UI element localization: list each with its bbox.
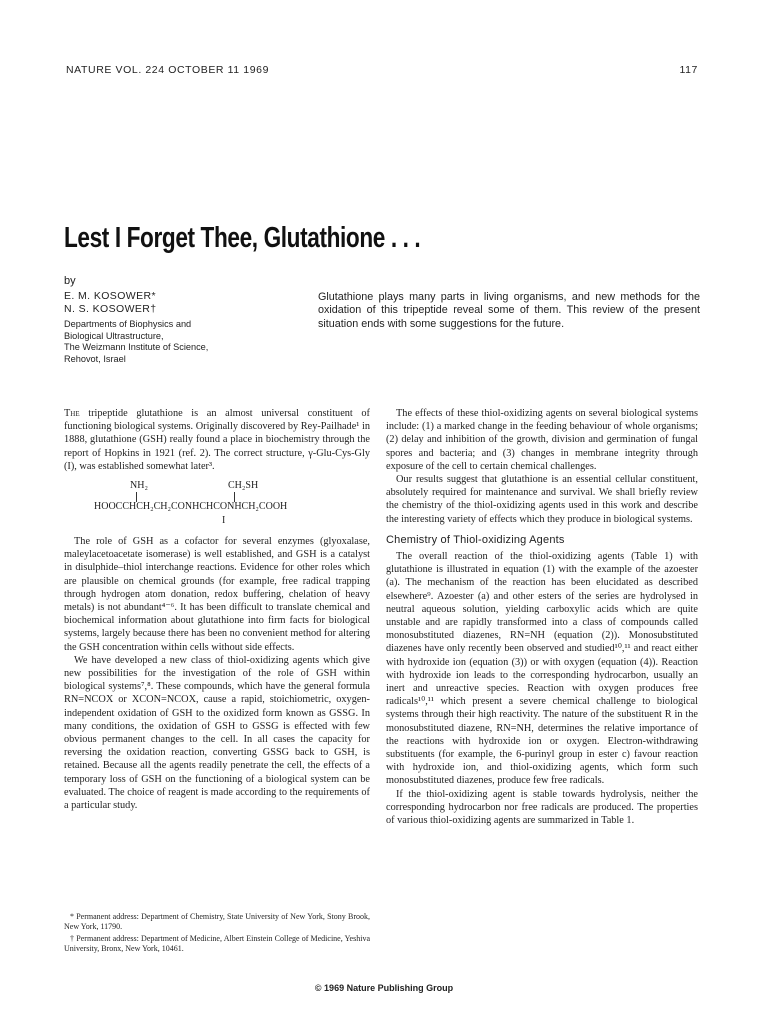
affiliation-line: Biological Ultrastructure,	[64, 330, 164, 341]
body-paragraph: The role of GSH as a cofactor for several enzymes (glyoxalase, maleylacetoacetate isomerase) is well established, and GSH is a catalyst in disulphide–thiol interchange reactions. Evidence for other roles which are plausible on chemical grounds (for example, free radical trapping through hydrogen atom donation, redox buffering, chelation of heavy metals) is not abundant⁴⁻⁶. It has been difficult to translate chemical and biochemical information about glutathione into firm facts for biological systems, largely because there has been no convenient method for altering the GSH concentration within cells without side effects.	[64, 536, 370, 653]
body-paragraph: We have developed a new class of thiol-oxidizing agents which give new possibilities for the investigation of the role of GSH within biological systems⁷,⁸. These compounds, which have the general formula RN=NCOX or XCON=NCOX, cause a rapid, stoichiometric, oxygen-independent oxidation of GSH to the oxidized form known as GSSG. In many conditions, the oxidation of GSH to GSSG is effected with few obvious permanent changes to the cell. In all cases the capacity for reversing the oxidation reaction, converting GSSG back to GSH, is retained. Because all the agents readily penetrate the cell, the effects of a temporary loss of GSH on the functioning of a biological system can be evaluated. The choice of reagent is made according to the requirements of a particular study.	[64, 654, 370, 812]
body-paragraph: Our results suggest that glutathione is an essential cellular constituent, absolutely required for maintenance and survival. We shall briefly review the chemistry of the thiol-oxidizing agents used in this work and describe the interesting variety of effects which they produce in biological systems.	[386, 474, 698, 525]
affiliation-line: The Weizmann Institute of Science,	[64, 342, 209, 352]
left-column	[64, 407, 370, 812]
author-name: N. S. KOSOWER†	[64, 303, 157, 315]
byline	[64, 275, 294, 365]
journal-citation: NATURE VOL. 224 OCTOBER 11 1969	[66, 64, 270, 76]
chemical-structure	[64, 479, 370, 525]
structure-thiol: CH₂SH	[228, 480, 259, 492]
structure-label: I	[222, 515, 226, 527]
section-heading: Chemistry of Thiol-oxidizing Agents	[386, 533, 565, 546]
footnote: * Permanent address: Department of Chemistry, State University of New York, Stony Brook, New York, 11790.	[64, 912, 370, 931]
body-paragraph	[64, 407, 370, 473]
body-paragraph: The effects of these thiol-oxidizing agents on several biological systems include: (1) a marked change in the feeding behaviour of whole organisms; (2) delay and inhibition of the growth, division and germination of fungal spores and bacteria; and (3) changes in membrane integrity through exposure of the cell to certain chemical challenges.	[386, 408, 698, 472]
footnotes	[64, 912, 370, 956]
paragraph-text: tripeptide glutathione is an almost universal constituent of functioning biological systems. Originally discovered by Rey-Pailhade¹ in 1888, glutathione (GSH) really found a place in biochemistry through the report of Hopkins in 1921 (ref. 2). The correct structure, γ-Glu-Cys-Gly (I), was established somewhat later³.	[64, 408, 370, 472]
article-title: Lest I Forget Thee, Glutathione . . .	[64, 222, 421, 254]
lead-word: The	[64, 408, 80, 419]
abstract: Glutathione plays many parts in living organisms, and new methods for the oxidation of this tripeptide reveal some of them. This review of the present situation ends with some suggestions for the future.	[318, 291, 700, 330]
affiliation-line: Rehovot, Israel	[64, 353, 126, 364]
footnote: † Permanent address: Department of Medicine, Albert Einstein College of Medicine, Yeshiva University, Bronx, New York, 10461.	[64, 934, 370, 953]
structure-formula: HOOCCHCH₂CH₂CONHCHCONHCH₂COOH	[94, 501, 288, 513]
page-number: 117	[679, 64, 698, 76]
affiliation-line: Departments of Biophysics and	[64, 319, 192, 329]
by-label: by	[64, 275, 76, 287]
body-paragraph: If the thiol-oxidizing agent is stable towards hydrolysis, neither the corresponding hydrocarbon nor free radicals are produced. The properties of various thiol-oxidizing agents are summarized in Table 1.	[386, 788, 698, 827]
affiliation	[64, 319, 294, 365]
body-paragraph: The overall reaction of the thiol-oxidizing agents (Table 1) with glutathione is illustrated in equation (1) with the example of the azoester (a). The mechanism of the reaction has been elucidated as described elsewhere⁹. Azoester (a) and other esters of the series are hydrolysed in neutral aqueous solution, yielding carboxylic acids which are quite unstable and are rapidly transformed into a class of compounds called monosubstituted diazenes, RN=NH (equation (2)). Monosubstituted diazenes have only recently been observed and studied¹⁰,¹¹ and react either with hydroxide ion (equation (3)) or with oxygen (equation (4)). Reaction with hydroxide ion leads to the corresponding hydrocarbon, usually an inert and unreactive species. Reaction with oxygen produces free radicals¹⁰,¹¹ which present a severe chemical challenge to biological systems through their high reactivity. The nature of the substituent R in the monosubstituted diazene, RN=NH, determines the relative importance of the reactions with hydroxide ion or oxygen. Electron-withdrawing substituents (for example, the 6-purinyl group in ester c) favour reaction with hydroxide ion, and thiol-oxidizing agents, which form such monosubstituted diazenes, produce few free radicals.	[386, 551, 698, 787]
copyright-notice: © 1969 Nature Publishing Group	[314, 983, 454, 993]
author-name: E. M. KOSOWER*	[64, 290, 156, 302]
right-column	[386, 407, 698, 827]
structure-amine: NH₂	[130, 480, 148, 492]
